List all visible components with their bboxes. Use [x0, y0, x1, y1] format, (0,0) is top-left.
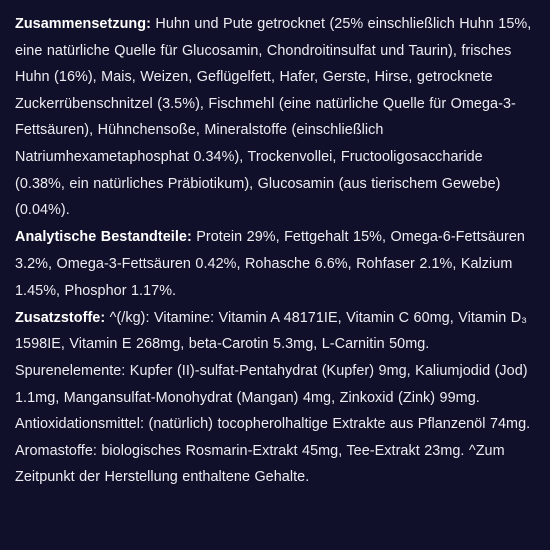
analytical-constituents-text: Protein 29%, Fettgehalt 15%, Omega-6-Fettsäuren 3.2%, Omega-3-Fettsäuren 0.42%, Rohasche 6.6%, Rohfaser 2.1%, Kalzium 1.45%, Phosphor 1.17%.	[15, 229, 525, 299]
composition-label: Zusammensetzung:	[15, 16, 151, 32]
additives-section	[15, 305, 536, 491]
additives-text: ^(/kg): Vitamine: Vitamin A 48171IE, Vitamin C 60mg, Vitamin D₃ 1598IE, Vitamin E 268mg, beta-Carotin 5.3mg, L-Carnitin 50mg. Spurenelemente: Kupfer (II)-sulfat-Pentahydrat (Kupfer) 9mg, Kaliumjodid (Jod) 1.1mg, Mangansulfat-Monohydrat (Mangan) 4mg, Zinkoxid (Zink) 99mg. Antioxidationsmittel: (natürlich) tocopherolhaltige Extrakte aus Pflanzenöl 74mg. Aromastoffe: biologisches Rosmarin-Extrakt 45mg, Tee-Extrakt 23mg. ^Zum Zeitpunkt der Herstellung enthaltene Gehalte.	[15, 309, 531, 486]
composition-text: Huhn und Pute getrocknet (25% einschließlich Huhn 15%, eine natürliche Quelle für Glucosamin, Chondroitinsulfat und Taurin), frisches Huhn (16%), Mais, Weizen, Geflügelfett, Hafer, Gerste, Hirse, getrocknete Zuckerrübenschnitzel (3.5%), Fischmehl (eine natürliche Quelle für Omega-3-Fettsäuren), Hühnchensoße, Mineralstoffe (einschließlich Natriumhexametaphosphat 0.34%), Trockenvollei, Fructooligosaccharide (0.38%, ein natürliches Präbiotikum), Glucosamin (aus tierischem Gewebe) (0.04%).	[15, 16, 532, 219]
analytical-constituents-section	[15, 224, 536, 304]
analytical-constituents-label: Analytische Bestandteile:	[15, 229, 192, 246]
composition-section	[15, 11, 536, 224]
additives-label: Zusatzstoffe:	[15, 309, 106, 326]
